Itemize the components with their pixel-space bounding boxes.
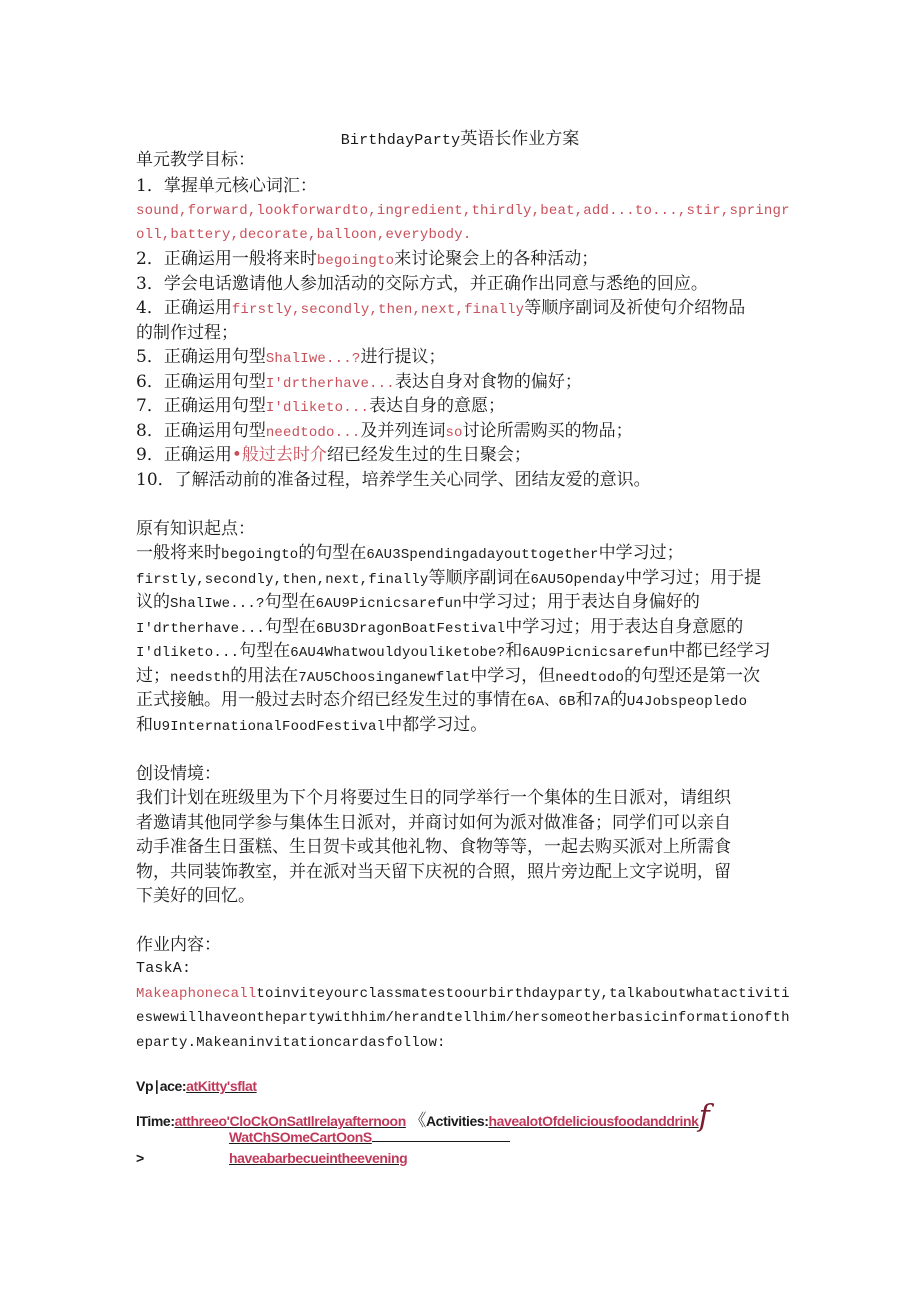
activity-3-row [229,1150,407,1166]
prior-line-5: I'dliketo...句型在6AU4Whatwouldyouliketobe?和6AU9Picnicsarefun中都已经学习 [136,641,771,661]
activities-label: Activities: [425,1113,489,1129]
prior-line-1: 一般将来时begoingto的句型在6AU3Spendingadayouttogether中学习过； [136,543,684,563]
homework-heading: 作业内容： [136,935,221,955]
goal-item-10: 10．了解活动前的准备过程，培养学生关心同学、团结友爱的意识。 [136,470,651,490]
scenario-line-4: 物，共同装饰教室，并在派对当天留下庆祝的合照，照片旁边配上文字说明，留 [136,862,731,882]
task-a-label: TaskA: [136,960,192,977]
place-value: atKitty'sflat [186,1078,257,1094]
prior-line-7: 正式接触。用一般过去时态介绍已经发生过的事情在6A、6B和7A的U4Jobspeopledo [136,690,748,710]
prior-line-8: 和U9InternationalFoodFestival中都学习过。 [136,715,488,735]
goal-item-2: 2．正确运用一般将来时begoingto来讨论聚会上的各种活动； [136,249,599,269]
goal-item-6: 6．正确运用句型I'drtherhave...表达自身对食物的偏好； [136,372,582,392]
goal-item-1: 1．掌握单元核心词汇： [136,176,317,196]
task-a-line-1: Makeaphonecalltoinviteyourclassmatestoourbirthdayparty,talkaboutwhatactiviti [136,986,790,1002]
task-a-line-3: eparty.Makeaninvitationcardasfollow: [136,1035,446,1051]
goal-item-4-continued: 的制作过程； [136,323,238,343]
activities-mark: 《 [409,1111,426,1130]
goal-item-4: 4．正确运用firstly,secondly,then,next,finally等顺序副词及祈使句介绍物品 [136,298,746,318]
goals-heading: 单元教学目标： [136,150,255,170]
title-english: BirthdayParty [340,132,461,149]
activity-1: havealotOfdeliciousfoodanddrink [488,1113,699,1129]
task-a-line-2: eswewillhaveonthepartywithhim/herandtellhim/hersomeotherbasicinformationofth [136,1010,790,1026]
time-value: atthreeo'CloCkOnSatIlrelayafternoon [174,1113,406,1129]
goal-item-9: 9．正确运用•般过去时介绍已经发生过的生日聚会； [136,445,531,465]
scenario-line-5: 下美好的回忆。 [136,886,255,906]
activity-blank-line [372,1139,510,1142]
scenario-line-2: 者邀请其他同学参与集体生日派对，并商讨如何为派对做准备；同学们可以亲自 [136,813,731,833]
activity-2-row [229,1129,510,1145]
prior-knowledge-heading: 原有知识起点： [136,519,255,539]
goal-item-5: 5．正确运用句型ShalIwe...?进行提议； [136,347,446,367]
goal-item-3: 3．学会电话邀请他人参加活动的交际方式，并正确作出同意与悉绝的回应。 [136,274,708,294]
prior-line-3: 议的ShalIwe...?句型在6AU9Picnicsarefun中学习过；用于表达自身偏好的 [136,592,700,612]
scenario-line-3: 动手准备生日蛋糕、生日贺卡或其他礼物、食物等等，一起去购买派对上所需食 [136,837,731,857]
arrow-mark: > [136,1150,144,1166]
prior-line-6: 过；needsth的用法在7AU5Choosinganewflat中学习，但needtodo的句型还是第一次 [136,666,761,686]
document-title [0,124,920,149]
activity-2: WatChSOmeCartOonS [229,1129,372,1145]
goal-1-vocabulary-line-1: sound,forward,lookforwardto,ingredient,thirdly,beat,add...to...,stir,springr [136,203,790,219]
goal-item-8: 8．正确运用句型needtodo...及并列连词so讨论所需购买的物品； [136,421,633,441]
prior-line-4: I'drtherhave...句型在6BU3DragonBoatFestival中学习过；用于表达自身意愿的 [136,617,744,637]
scenario-heading: 创设情境： [136,764,221,784]
time-label: lTime: [136,1113,175,1129]
goal-item-7: 7．正确运用句型I'dliketo...表达自身的意愿； [136,396,506,416]
scenario-line-1: 我们计划在班级里为下个月将要过生日的同学举行一个集体的生日派对，请组织 [136,788,731,808]
prior-line-2: firstly,secondly,then,next,finally等顺序副词在6AU5Openday中学习过；用于提 [136,568,762,588]
invitation-place-row [136,1078,257,1095]
activity-3: haveabarbecueintheevening [229,1150,408,1166]
handwritten-f-mark: f [698,1099,710,1134]
place-label: Vp∣ace: [136,1078,187,1094]
goal-1-vocabulary-line-2: oll,battery,decorate,balloon,everybody. [136,227,472,243]
title-chinese: 英语长作业方案 [460,129,580,149]
